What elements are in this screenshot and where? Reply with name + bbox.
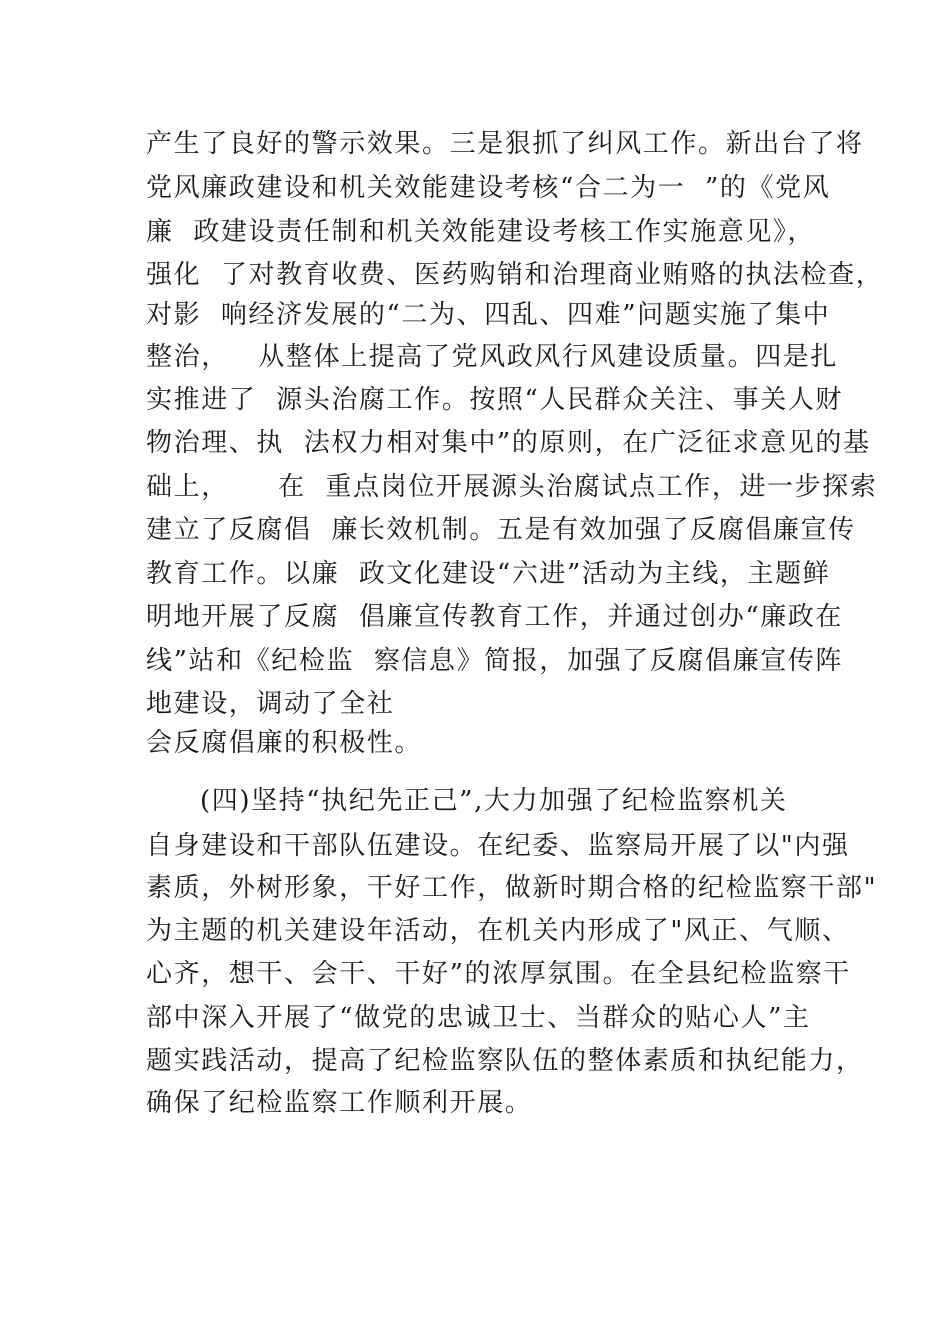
paragraph-1-line: 教育工作。以廉 政文化建设“六进”活动为主线，主题鲜: [146, 559, 831, 589]
paragraph-1-line: 会反腐倡廉的积极性。: [146, 728, 423, 758]
paragraph-2-line: 心齐，想干、会干、干好”的浓厚氛围。在全县纪检监察干: [146, 959, 851, 989]
paragraph-2-line: (四)坚持“执纪先正己”,大力加强了纪检监察机关: [200, 786, 788, 816]
paragraph-1-line: 线”站和《纪检监 察信息》简报，加强了反腐倡廉宣传阵: [146, 646, 844, 676]
paragraph-2-line: 为主题的机关建设年活动，在机关内形成了"风正、气顺、: [146, 916, 850, 946]
paragraph-1-line: 地建设，调动了全社: [146, 689, 395, 719]
paragraph-1-line: 整治， 从整体上提高了党风政风行风建设质量。四是扎: [146, 342, 838, 372]
paragraph-1-line: 强化 了对教育收费、医药购销和治理商业贿赂的执法检查，: [146, 260, 884, 290]
paragraph-1-line: 产生了良好的警示效果。三是狠抓了纠风工作。新出台了将: [146, 129, 864, 159]
paragraph-1-line: 础上， 在 重点岗位开展源头治腐试点工作，进一步探索: [146, 472, 878, 502]
paragraph-1-line: 明地开展了反腐 倡廉宣传教育工作，并通过创办“廉政在: [146, 602, 844, 632]
paragraph-2-line: 自身建设和干部队伍建设。在纪委、监察局开展了以"内强: [146, 831, 850, 861]
paragraph-1-line: 实推进了 源头治腐工作。按照“人民群众关注、事关人财: [146, 385, 844, 415]
paragraph-2-line: 素质，外树形象，干好工作，做新时期合格的纪检监察干部": [146, 873, 878, 903]
paragraph-1-line: 建立了反腐倡 廉长效机制。五是有效加强了反腐倡廉宣传: [146, 515, 856, 545]
paragraph-2-line: 确保了纪检监察工作顺利开展。: [146, 1088, 533, 1118]
paragraph-1-line: 对影 响经济发展的“二为、四乱、四难”问题实施了集中: [146, 300, 831, 330]
paragraph-1-line: 廉 政建设责任制和机关效能建设考核工作实施意见》，: [146, 217, 816, 247]
paragraph-2-line: 题实践活动，提高了纪检监察队伍的整体素质和执纪能力，: [146, 1046, 864, 1076]
paragraph-2-line: 部中深入开展了“做党的忠诚卫士、当群众的贴心人”主: [146, 1003, 811, 1033]
paragraph-1-line: 物治理、执 法权力相对集中”的原则，在广泛征求意见的基: [146, 428, 871, 458]
paragraph-1-line: 党风廉政建设和机关效能建设考核“合二为一 ”的《党风: [146, 173, 831, 203]
